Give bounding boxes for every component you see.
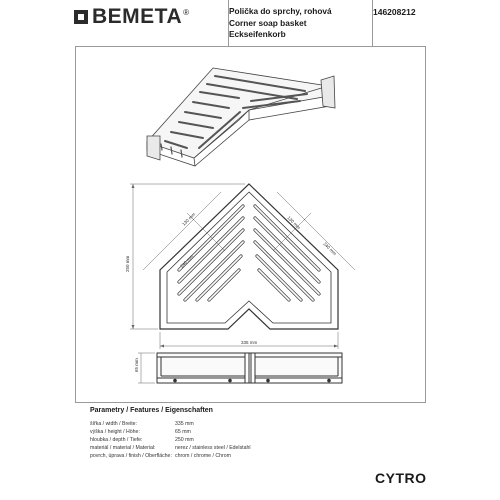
title-de: Eckseifenkorb <box>229 29 286 40</box>
dim-depth: 250 mm <box>125 255 130 272</box>
registered-mark: ® <box>183 8 190 17</box>
mid-rule <box>75 402 426 403</box>
product-titles <box>229 6 332 41</box>
technical-drawing <box>75 46 426 402</box>
product-code: 146208212 <box>373 7 416 17</box>
param-value: nerez / stainless steel / Edelstahl <box>175 445 251 451</box>
param-label: výška / height / Höhe: <box>90 429 140 435</box>
param-label: hloubka / depth / Tiefe: <box>90 437 143 443</box>
brand-name: BEMETA <box>92 5 183 28</box>
param-label: povrch, úprava / finish / Oberfläche: <box>90 453 172 459</box>
dim-height: 65 mm <box>134 358 139 372</box>
header <box>0 0 500 46</box>
brand-mark-icon <box>74 10 88 24</box>
title-en: Corner soap basket <box>229 17 307 28</box>
param-value: 65 mm <box>175 429 191 435</box>
param-value: chrom / chrome / Chrom <box>175 453 231 459</box>
basket-3d-view <box>147 68 335 166</box>
product-name: CYTRO <box>375 470 427 486</box>
dim-width: 335 mm <box>241 340 258 345</box>
dim-slot-left: 130 mm <box>181 211 197 227</box>
param-value: 250 mm <box>175 437 194 443</box>
param-label: materiál / material / Material: <box>90 445 156 451</box>
header-divider-2 <box>372 0 373 46</box>
param-label: šířka / width / Breite: <box>90 421 137 427</box>
dim-side-left: 240 mm <box>179 253 195 269</box>
dim-side-right: 240 mm <box>322 241 338 257</box>
basket-front-view <box>157 353 342 383</box>
param-value: 335 mm <box>175 421 194 427</box>
parameters-title: Parametry / Features / Eigenschaften <box>90 407 213 414</box>
brand-logo <box>74 6 189 28</box>
title-cz: Polička do sprchy, rohová <box>229 6 332 16</box>
dim-slot-right: 130 mm <box>286 215 302 231</box>
header-divider-1 <box>228 0 229 46</box>
